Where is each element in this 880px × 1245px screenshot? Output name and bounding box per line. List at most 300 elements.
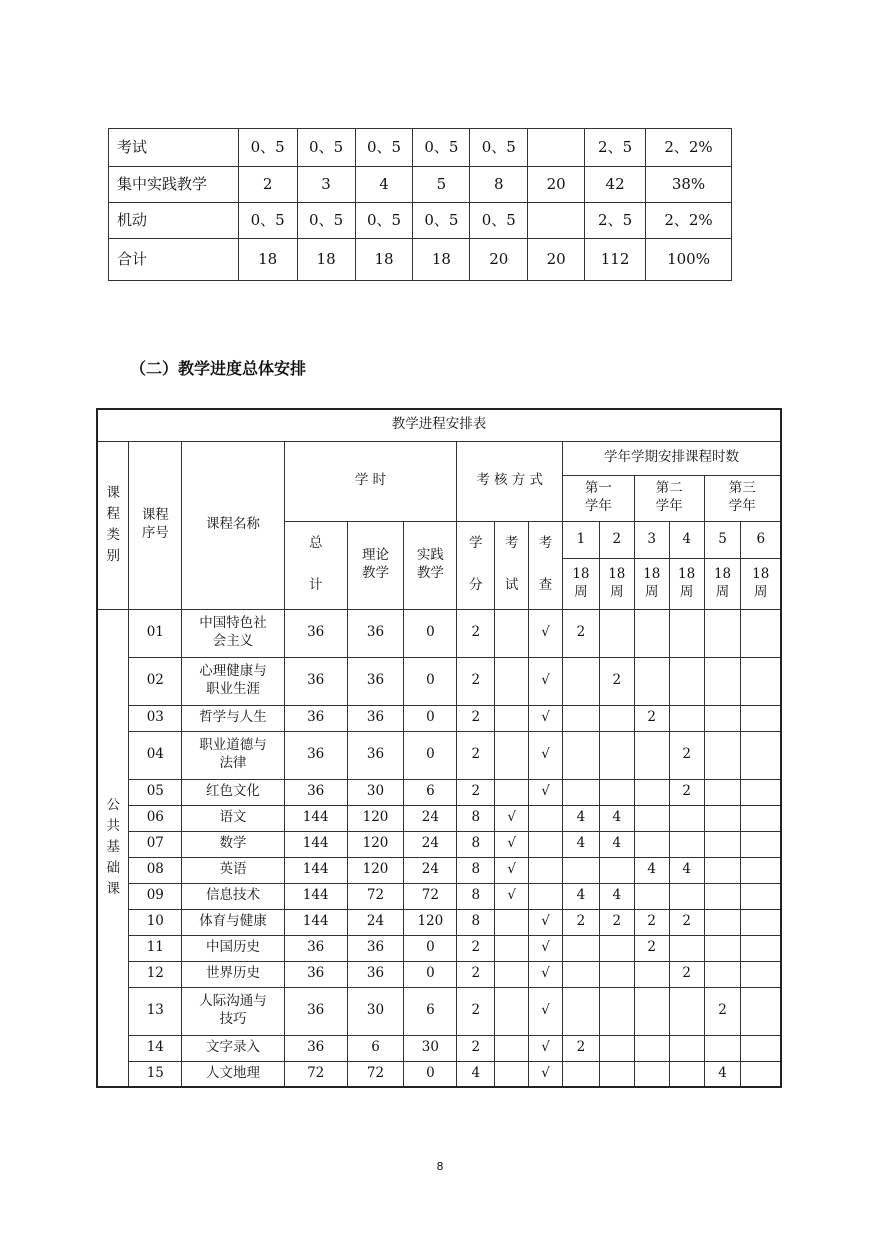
course-practice: 0 (404, 935, 457, 961)
course-semester-6 (741, 961, 781, 987)
course-semester-4: 2 (669, 779, 704, 805)
course-theory: 30 (347, 987, 404, 1035)
header-category: 课 程 类 别 (97, 441, 129, 609)
course-total: 36 (284, 935, 347, 961)
course-semester-4 (669, 987, 704, 1035)
course-semester-1 (562, 961, 599, 987)
course-semester-1: 2 (562, 909, 599, 935)
course-theory: 36 (347, 705, 404, 731)
course-semester-5 (704, 731, 741, 779)
course-name-line: 心理健康与 (199, 663, 267, 680)
course-check (529, 831, 563, 857)
course-semester-4 (669, 1061, 704, 1087)
summary-row-label: 集中实践教学 (109, 167, 239, 203)
course-total: 144 (284, 883, 347, 909)
course-seq: 07 (129, 831, 182, 857)
course-name-line: 体育与健康 (199, 913, 267, 930)
course-semester-2 (599, 731, 634, 779)
course-semester-4: 2 (669, 909, 704, 935)
course-practice: 0 (404, 657, 457, 705)
course-name-line: 中国历史 (206, 939, 260, 956)
category-char: 公 (106, 797, 120, 814)
course-semester-5 (704, 705, 741, 731)
course-seq: 02 (129, 657, 182, 705)
course-practice: 0 (404, 609, 457, 657)
course-total: 144 (284, 805, 347, 831)
course-name (182, 909, 285, 935)
course-row (97, 857, 781, 883)
course-semester-1: 2 (562, 609, 599, 657)
course-check: √ (529, 1035, 563, 1061)
course-theory: 36 (347, 731, 404, 779)
course-semester-5 (704, 935, 741, 961)
course-name-line: 英语 (219, 861, 247, 878)
course-name (182, 961, 285, 987)
course-seq: 15 (129, 1061, 182, 1087)
course-seq: 10 (129, 909, 182, 935)
course-semester-5 (704, 857, 741, 883)
course-practice: 24 (404, 805, 457, 831)
course-theory: 36 (347, 609, 404, 657)
course-name (182, 705, 285, 731)
header-hours: 学 时 (284, 441, 457, 521)
course-exam: √ (495, 805, 529, 831)
course-semester-1: 2 (562, 1035, 599, 1061)
course-check (529, 883, 563, 909)
summary-cell: 2、5 (585, 129, 646, 167)
page-number: 8 (436, 1160, 444, 1173)
course-semester-6 (741, 805, 781, 831)
summary-cell: 18 (355, 239, 413, 281)
course-semester-6 (741, 705, 781, 731)
course-row (97, 831, 781, 857)
course-credit: 2 (457, 935, 495, 961)
summary-cell: 18 (238, 239, 297, 281)
course-total: 36 (284, 731, 347, 779)
course-check: √ (529, 609, 563, 657)
header-practice: 实践 教学 (404, 521, 457, 609)
header-semester-6: 6 (741, 521, 781, 558)
course-total: 36 (284, 987, 347, 1035)
header-weeks-6: 18 周 (741, 558, 781, 609)
course-row (97, 1061, 781, 1087)
summary-cell: 0、5 (355, 129, 413, 167)
course-credit: 2 (457, 779, 495, 805)
course-semester-3 (634, 831, 669, 857)
course-name-line: 技巧 (219, 1011, 247, 1027)
course-credit: 2 (457, 657, 495, 705)
course-exam (495, 609, 529, 657)
course-semester-2 (599, 857, 634, 883)
course-check: √ (529, 1061, 563, 1087)
summary-cell: 0、5 (470, 129, 528, 167)
course-seq: 14 (129, 1035, 182, 1061)
course-exam (495, 909, 529, 935)
header-total: 总 计 (284, 521, 347, 609)
course-semester-1 (562, 987, 599, 1035)
course-credit: 8 (457, 883, 495, 909)
course-practice: 0 (404, 731, 457, 779)
course-semester-6 (741, 831, 781, 857)
course-semester-6 (741, 609, 781, 657)
course-total: 36 (284, 779, 347, 805)
course-semester-5 (704, 831, 741, 857)
course-seq: 04 (129, 731, 182, 779)
header-check: 考 查 (529, 521, 563, 609)
course-semester-2 (599, 609, 634, 657)
course-total: 36 (284, 961, 347, 987)
course-check: √ (529, 731, 563, 779)
summary-cell: 2 (238, 167, 297, 203)
course-exam (495, 731, 529, 779)
course-practice: 6 (404, 987, 457, 1035)
course-semester-4: 4 (669, 857, 704, 883)
course-credit: 4 (457, 1061, 495, 1087)
course-theory: 36 (347, 657, 404, 705)
course-total: 72 (284, 1061, 347, 1087)
course-semester-5 (704, 805, 741, 831)
schedule-title: 教学进程安排表 (97, 409, 781, 441)
course-row (97, 731, 781, 779)
course-row (97, 961, 781, 987)
summary-cell: 42 (585, 167, 646, 203)
summary-cell: 4 (355, 167, 413, 203)
course-name-line: 人文地理 (206, 1064, 260, 1081)
course-name-line: 信息技术 (206, 887, 260, 904)
course-practice: 6 (404, 779, 457, 805)
category-char: 础 (106, 860, 120, 877)
course-exam (495, 705, 529, 731)
course-theory: 120 (347, 831, 404, 857)
course-semester-3 (634, 883, 669, 909)
course-semester-6 (741, 909, 781, 935)
course-total: 144 (284, 857, 347, 883)
course-semester-2 (599, 705, 634, 731)
course-check: √ (529, 909, 563, 935)
course-semester-4 (669, 883, 704, 909)
course-name (182, 883, 285, 909)
summary-cell: 8 (470, 167, 528, 203)
summary-cell (528, 129, 585, 167)
course-semester-3 (634, 987, 669, 1035)
course-semester-3 (634, 805, 669, 831)
summary-row-label: 合计 (109, 239, 239, 281)
course-semester-4 (669, 609, 704, 657)
course-row (97, 935, 781, 961)
course-total: 36 (284, 1035, 347, 1061)
course-exam (495, 987, 529, 1035)
schedule-table (96, 408, 782, 1088)
header-year-2: 第二 学年 (634, 475, 704, 521)
summary-cell: 100% (646, 239, 732, 281)
course-name (182, 609, 285, 657)
course-check: √ (529, 779, 563, 805)
course-semester-1: 4 (562, 805, 599, 831)
course-semester-6 (741, 883, 781, 909)
course-semester-4 (669, 657, 704, 705)
course-name-line: 中国特色社 (199, 615, 267, 632)
course-semester-3 (634, 1035, 669, 1061)
course-row (97, 1035, 781, 1061)
course-exam: √ (495, 857, 529, 883)
course-seq: 11 (129, 935, 182, 961)
course-seq: 09 (129, 883, 182, 909)
course-semester-6 (741, 779, 781, 805)
course-semester-4 (669, 935, 704, 961)
course-practice: 0 (404, 1061, 457, 1087)
course-semester-6 (741, 657, 781, 705)
course-practice: 0 (404, 961, 457, 987)
course-seq: 03 (129, 705, 182, 731)
course-semester-2 (599, 1061, 634, 1087)
course-semester-2 (599, 779, 634, 805)
course-name-line: 数学 (219, 835, 247, 852)
course-credit: 2 (457, 731, 495, 779)
header-weeks-2: 18 周 (599, 558, 634, 609)
header-semester-2: 2 (599, 521, 634, 558)
category-char: 课 (106, 881, 120, 898)
course-semester-4 (669, 805, 704, 831)
summary-cell: 20 (470, 239, 528, 281)
course-practice: 120 (404, 909, 457, 935)
course-practice: 24 (404, 831, 457, 857)
summary-cell: 18 (413, 239, 470, 281)
course-semester-2 (599, 1035, 634, 1061)
course-exam (495, 1035, 529, 1061)
header-year-1: 第一 学年 (562, 475, 634, 521)
course-semester-1 (562, 657, 599, 705)
course-name-line: 职业道德与 (199, 737, 267, 754)
course-name-line: 人际沟通与 (199, 993, 267, 1010)
header-weeks-4: 18 周 (669, 558, 704, 609)
course-row (97, 609, 781, 657)
summary-cell: 0、5 (355, 203, 413, 239)
course-row (97, 883, 781, 909)
course-theory: 6 (347, 1035, 404, 1061)
course-seq: 01 (129, 609, 182, 657)
course-practice: 30 (404, 1035, 457, 1061)
course-semester-5 (704, 609, 741, 657)
course-exam: √ (495, 883, 529, 909)
course-semester-3: 2 (634, 909, 669, 935)
course-semester-3: 2 (634, 935, 669, 961)
course-semester-1 (562, 779, 599, 805)
course-exam (495, 657, 529, 705)
course-name (182, 987, 285, 1035)
course-semester-1 (562, 705, 599, 731)
summary-cell: 0、5 (297, 129, 355, 167)
course-theory: 36 (347, 961, 404, 987)
course-theory: 120 (347, 857, 404, 883)
header-semester-4: 4 (669, 521, 704, 558)
header-weeks-3: 18 周 (634, 558, 669, 609)
summary-row (109, 129, 732, 167)
header-semester-3: 3 (634, 521, 669, 558)
course-seq: 12 (129, 961, 182, 987)
course-credit: 8 (457, 805, 495, 831)
course-row (97, 987, 781, 1035)
summary-cell: 0、5 (238, 203, 297, 239)
course-practice: 24 (404, 857, 457, 883)
course-credit: 2 (457, 705, 495, 731)
course-name (182, 831, 285, 857)
summary-cell: 0、5 (413, 129, 470, 167)
course-semester-6 (741, 987, 781, 1035)
summary-cell (528, 203, 585, 239)
header-term-plan: 学年学期安排课程时数 (562, 441, 781, 475)
course-credit: 8 (457, 857, 495, 883)
course-seq: 08 (129, 857, 182, 883)
course-theory: 36 (347, 935, 404, 961)
summary-cell: 20 (528, 239, 585, 281)
course-name-line: 哲学与人生 (199, 709, 267, 726)
course-credit: 2 (457, 961, 495, 987)
course-semester-3 (634, 779, 669, 805)
course-row (97, 909, 781, 935)
summary-row-label: 机动 (109, 203, 239, 239)
course-semester-4 (669, 1035, 704, 1061)
course-semester-6 (741, 935, 781, 961)
course-row (97, 779, 781, 805)
course-semester-3 (634, 609, 669, 657)
category-cell (97, 609, 129, 1087)
course-semester-5 (704, 779, 741, 805)
course-semester-6 (741, 1061, 781, 1087)
course-semester-2 (599, 961, 634, 987)
course-exam: √ (495, 831, 529, 857)
course-theory: 30 (347, 779, 404, 805)
course-seq: 06 (129, 805, 182, 831)
course-name (182, 935, 285, 961)
course-credit: 2 (457, 987, 495, 1035)
summary-row-label: 考试 (109, 129, 239, 167)
course-row (97, 805, 781, 831)
course-name (182, 731, 285, 779)
section-title: （二）教学进度总体安排 (130, 359, 307, 378)
course-semester-6 (741, 1035, 781, 1061)
summary-cell: 0、5 (238, 129, 297, 167)
course-semester-1 (562, 1061, 599, 1087)
course-total: 36 (284, 609, 347, 657)
course-theory: 24 (347, 909, 404, 935)
course-credit: 8 (457, 831, 495, 857)
course-semester-5 (704, 883, 741, 909)
course-semester-2: 4 (599, 805, 634, 831)
course-semester-1: 4 (562, 831, 599, 857)
course-semester-6 (741, 857, 781, 883)
category-char: 共 (106, 818, 120, 835)
course-semester-6 (741, 731, 781, 779)
course-semester-5 (704, 909, 741, 935)
course-name (182, 1035, 285, 1061)
course-seq: 05 (129, 779, 182, 805)
course-semester-1 (562, 731, 599, 779)
header-credit: 学 分 (457, 521, 495, 609)
course-semester-3: 2 (634, 705, 669, 731)
header-assessment: 考 核 方 式 (457, 441, 563, 521)
course-check (529, 805, 563, 831)
course-semester-5 (704, 961, 741, 987)
summary-cell: 2、5 (585, 203, 646, 239)
course-name-line: 法律 (219, 755, 247, 771)
category-char: 基 (106, 839, 120, 856)
course-semester-3 (634, 657, 669, 705)
course-semester-5: 2 (704, 987, 741, 1035)
summary-cell: 20 (528, 167, 585, 203)
header-seq: 课程 序号 (129, 441, 182, 609)
course-semester-3: 4 (634, 857, 669, 883)
course-exam (495, 961, 529, 987)
course-semester-2: 2 (599, 657, 634, 705)
course-semester-2 (599, 935, 634, 961)
course-name-line: 会主义 (212, 633, 254, 649)
course-credit: 2 (457, 1035, 495, 1061)
course-semester-2: 4 (599, 831, 634, 857)
summary-cell: 38% (646, 167, 732, 203)
course-semester-2: 4 (599, 883, 634, 909)
summary-cell: 2、2% (646, 203, 732, 239)
course-row (97, 705, 781, 731)
course-total: 144 (284, 909, 347, 935)
course-semester-4: 2 (669, 961, 704, 987)
course-semester-3 (634, 961, 669, 987)
summary-cell: 3 (297, 167, 355, 203)
course-row (97, 657, 781, 705)
course-semester-4: 2 (669, 731, 704, 779)
header-exam: 考 试 (495, 521, 529, 609)
course-theory: 120 (347, 805, 404, 831)
course-semester-2 (599, 987, 634, 1035)
summary-cell: 0、5 (413, 203, 470, 239)
summary-row (109, 167, 732, 203)
course-exam (495, 1061, 529, 1087)
course-check: √ (529, 961, 563, 987)
course-semester-1: 4 (562, 883, 599, 909)
course-total: 36 (284, 657, 347, 705)
course-name-line: 红色文化 (206, 783, 260, 800)
course-practice: 72 (404, 883, 457, 909)
course-semester-1 (562, 857, 599, 883)
course-semester-3 (634, 1061, 669, 1087)
summary-row (109, 203, 732, 239)
course-exam (495, 779, 529, 805)
course-name (182, 1061, 285, 1087)
summary-cell: 0、5 (297, 203, 355, 239)
course-name (182, 779, 285, 805)
summary-row (109, 239, 732, 281)
course-credit: 2 (457, 609, 495, 657)
summary-table (108, 128, 732, 281)
header-weeks-5: 18 周 (704, 558, 741, 609)
summary-cell: 0、5 (470, 203, 528, 239)
course-total: 144 (284, 831, 347, 857)
course-semester-4 (669, 705, 704, 731)
course-name-line: 语文 (219, 809, 247, 826)
header-theory: 理论 教学 (347, 521, 404, 609)
course-credit: 8 (457, 909, 495, 935)
course-check: √ (529, 657, 563, 705)
course-semester-4 (669, 831, 704, 857)
course-check (529, 857, 563, 883)
course-name (182, 805, 285, 831)
header-course-name: 课程名称 (182, 441, 285, 609)
course-name (182, 857, 285, 883)
summary-cell: 18 (297, 239, 355, 281)
course-practice: 0 (404, 705, 457, 731)
header-semester-5: 5 (704, 521, 741, 558)
course-check: √ (529, 935, 563, 961)
course-seq: 13 (129, 987, 182, 1035)
